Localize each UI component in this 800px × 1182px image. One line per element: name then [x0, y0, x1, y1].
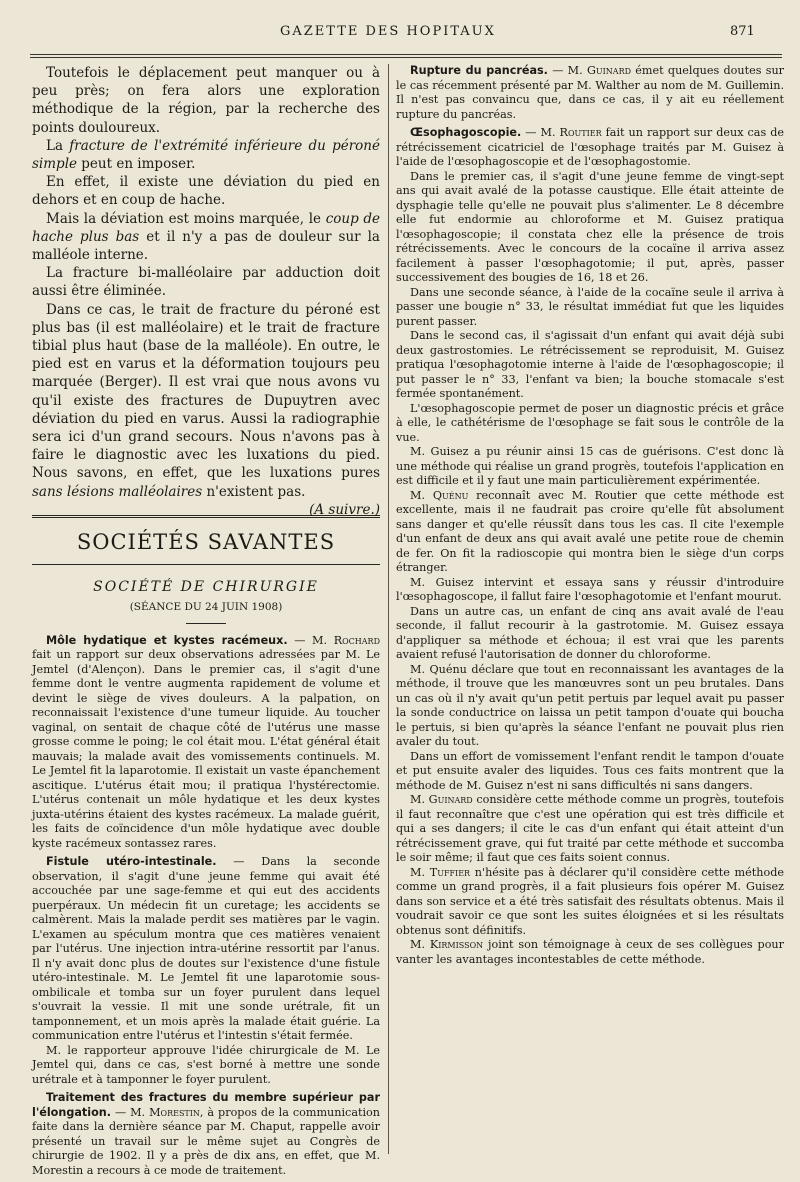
- society-title: SOCIÉTÉ DE CHIRURGIE: [93, 578, 319, 595]
- subheading: Traitement des fractures du membre supérieur par l'élongation.: [32, 1091, 380, 1119]
- paragraph: Toutefois le déplacement peut manquer ou à peu près; on fera alors une exploration méthodique de la région, par la recherche des points douloureux.: [32, 65, 380, 136]
- paragraph: M. Guisez intervint et essaya sans y réussir d'introduire l'œsophagoscope, il fallut faire l'œsophagotomie et l'enfant mourut.: [396, 575, 784, 603]
- header-rule: [30, 54, 782, 55]
- paragraph: En effet, il existe une déviation du pied en dehors et en coup de hache.: [32, 174, 380, 209]
- subheading: Fistule utéro-intestinale.: [46, 855, 217, 869]
- subheading: Rupture du pancréas.: [410, 64, 548, 77]
- session-date: (SÉANCE DU 24 JUIN 1908): [129, 600, 283, 613]
- paragraph: Mais la déviation est moins marquée, le coup de hache plus bas et il n'y a pas de douleur sur la malléole interne.: [32, 210, 380, 264]
- paragraph: Dans une seconde séance, à l'aide de la cocaïne seule il arriva à passer une bougie n° 33, le résultat immédiat fut que les liquides purent passer.: [396, 285, 784, 328]
- header-rule: [30, 57, 782, 58]
- subheading: Môle hydatique et kystes racémeux.: [46, 633, 288, 647]
- paragraph: M. Quénu reconnaît avec M. Routier que cette méthode est excellente, mais il ne faudrait pas croire qu'elle fût absolument sans danger et qu'elle réussît dans tous les cas. Il cite l'exemple d'un enfant de deux ans qui avait avalé une petite roue de chemin de fer. On fit la radioscopie qui montra bien le siège d'un corps étranger.: [396, 488, 784, 574]
- paragraph-traitement: Traitement des fractures du membre supérieur par l'élongation. — M. Morestin, à propos de la communication faite dans la dernière séance par M. Chaput, rappelle avoir présenté un travail sur le même sujet au Congrès de chirurgie de 1902. Il y a près de dix ans, en effet, que M. Morestin a recours à ce mode de traitement.: [32, 1091, 381, 1177]
- running-head: GAZETTE DES HOPITAUX: [280, 24, 496, 39]
- section-title: SOCIÉTÉS SAVANTES: [76, 529, 336, 554]
- paragraph: M. Guisez a pu réunir ainsi 15 cas de guérisons. C'est donc là une méthode qui réalise un grand progrès, toutefois l'application en est difficile et il y faut une main particulièrement expérimentée.: [396, 445, 784, 487]
- paragraph: M. le rapporteur approuve l'idée chirurgicale de M. Le Jemtel qui, dans ce cas, s'est borné à mettre une sonde urétrale et à tamponner le foyer purulent.: [32, 1043, 380, 1086]
- paragraph: Dans un effort de vomissement l'enfant rendit le tampon d'ouate et put ensuite avaler des liquides. Tous ces faits montrent que la méthode de M. Guisez n'est ni sans difficultés ni sans dangers.: [396, 749, 784, 792]
- a-suivre: (A suivre.): [309, 501, 380, 518]
- paragraph: M. Tuffier n'hésite pas à déclarer qu'il considère cette méthode comme un grand progrès, il a fait plusieurs fois opérer M. Guisez dans son service et a été très satisfait des résultats obtenus. Mais il voudrait savoir ce que sont les suites éloignées et si les résultats obtenus sont définitifs.: [396, 865, 784, 937]
- right-column: [396, 64, 784, 967]
- paragraph-fistule: Fistule utéro-intestinale. — Dans la seconde observation, il s'agit d'une jeune femme qui avait été accouchée par une sage-femme et qui eut des accidents puerpéraux. Un médecin fit un curetage; les accidents se calmèrent. Mais la malade perdit ses matières par le vagin. L'examen au spéculum montra que ces matières venaient par l'utérus. Une injection intra-utérine ressortit par l'anus. Il n'y avait donc plus de doutes sur l'existence d'une fistule utéro-intestinale. M. Le Jemtel fit une laparotomie sous-ombilicale et tomba sur un foyer purulent dans lequel s'ouvrait la vessie. Il mit une sonde urétrale, fit un tamponnement, et un mois après la malade était guérie. La communication entre l'utérus et l'intestin s'était fermée.: [32, 855, 380, 1043]
- paragraph-oesophagoscopie: Œsophagoscopie. — M. Routier fait un rapport sur deux cas de rétrécissement cicatriciel de l'œsophage traités par M. Guisez à l'aide de l'œsophagoscopie et de l'œsophagostomie.: [396, 126, 784, 168]
- paragraph: L'œsophagoscopie permet de poser un diagnostic précis et grâce à elle, le cathétérisme de l'œsophage se fait sous le contrôle de la vue.: [396, 401, 784, 444]
- article-continuation: [32, 64, 380, 518]
- paragraph: La fracture de l'extrémité inférieure du péroné simple peut en imposer.: [32, 137, 380, 173]
- paragraph: M. Guinard considère cette méthode comme un progrès, toutefois il faut reconnaître que c'est une opération qui est très difficile et qui a ses dangers; il cite le cas d'un enfant qui était atteint d'un rétrécissement grave, qui fut traité par cette méthode et succomba le soir même; il faut que ces faits soient connus.: [396, 793, 784, 864]
- paragraph-mole: Môle hydatique et kystes racémeux. — M. Rochard fait un rapport sur deux observations adressées par M. Le Jemtel (d'Alençon). Dans le premier cas, il s'agit d'une femme dont le ventre augmenta rapidement de volume et devint le siège de vives douleurs. A la palpation, on reconnaissait l'existence d'une tumeur liquide. Au toucher vaginal, on sentait de chaque côté de l'utérus une masse grosse comme le poing; le col était mou. L'état général était mauvais; la malade avait des vomissements continuels. M. Le Jemtel fit la laparotomie. Il existait un vaste épanchement ascitique. L'utérus était mou; il pratiqua l'hystérectomie. L'utérus contenait un môle hydatique et les deux kystes juxta-utérins étaient des kystes racémeux. La malade guérit, les faits de coïncidence d'un môle hydatique avec double kyste racémeux sontassez rares.: [32, 633, 380, 850]
- subheading: Œsophagoscopie.: [410, 126, 522, 139]
- paragraph: Dans le premier cas, il s'agit d'une jeune femme de vingt-sept ans qui avait avalé de la potasse caustique. Elle était atteinte de dysphagie telle qu'elle ne pouvait plus s'alimenter. Le 8 décembre elle fut endormie au chloroforme et M. Guisez pratiqua l'œsophagoscopie; il constata chez elle la présence de trois rétrécissements. Avec le concours de la cocaïne il arriva assez facilement à passer l'œsophagotomie; il put, après, passer successivement des bougies de 16, 18 et 26.: [396, 169, 784, 284]
- short-rule: [186, 623, 226, 624]
- section-rule: [32, 564, 380, 565]
- paragraph: Dans un autre cas, un enfant de cinq ans avait avalé de l'eau seconde, il fallut recourir à la gastrotomie. M. Guisez essaya d'appliquer sa méthode et échoua; il est vrai que les parents avaient refusé l'autorisation de donner du chloroforme.: [396, 604, 784, 661]
- paragraph: M. Kirmisson joint son témoignage à ceux de ses collègues pour vanter les avantages incontestables de cette méthode.: [396, 938, 784, 966]
- paragraph: La fracture bi-malléolaire par adduction doit aussi être éliminée.: [32, 265, 380, 300]
- paragraph: M. Quénu déclare que tout en reconnaissant les avantages de la méthode, il trouve que les manœuvres sont un peu brutales. Dans un cas où il n'y avait qu'un petit pertuis par lequel avait pu passer la sonde conductrice on laissa un petit tampon d'ouate qui boucha le pertuis, si bien qu'après la séance l'enfant ne pouvait plus rien avaler du tout.: [396, 662, 784, 748]
- page-number: 871: [730, 24, 755, 39]
- paragraph: Dans ce cas, le trait de fracture du péroné est plus bas (il est malléolaire) et le trait de fracture tibial plus haut (base de la malléole). En outre, le pied est en varus et la déformation toujours peu marquée (Berger). Il est vrai que nous avons vu qu'il existe des fractures de Dupuytren avec déviation du pied en varus. Aussi la radiographie sera ici d'un grand secours. Nous n'avons pas à faire le diagnostic avec les luxations du pied. Nous savons, en effet, que les luxations pures sans lésions malléolaires n'existent pas. (A suivre.): [32, 301, 380, 518]
- left-column: [32, 64, 380, 1178]
- paragraph: Dans le second cas, il s'agissait d'un enfant qui avait déjà subi deux gastrostomies. Le rétrécissement se reproduisit, M. Guisez pratiqua l'œsophagotomie interne à l'aide de l'œsophagoscopie; il put passer le n° 33, l'enfant va bien; la bouche stomacale s'est fermée spontanément.: [396, 329, 784, 400]
- paragraph-rupture: Rupture du pancréas. — M. Guinard émet quelques doutes sur le cas récemment présenté par M. Walther au nom de M. Guillemin. Il n'est pas convaincu que, dans ce cas, il y ait eu réellement rupture du pancréas.: [396, 64, 785, 121]
- column-divider: [388, 64, 389, 1154]
